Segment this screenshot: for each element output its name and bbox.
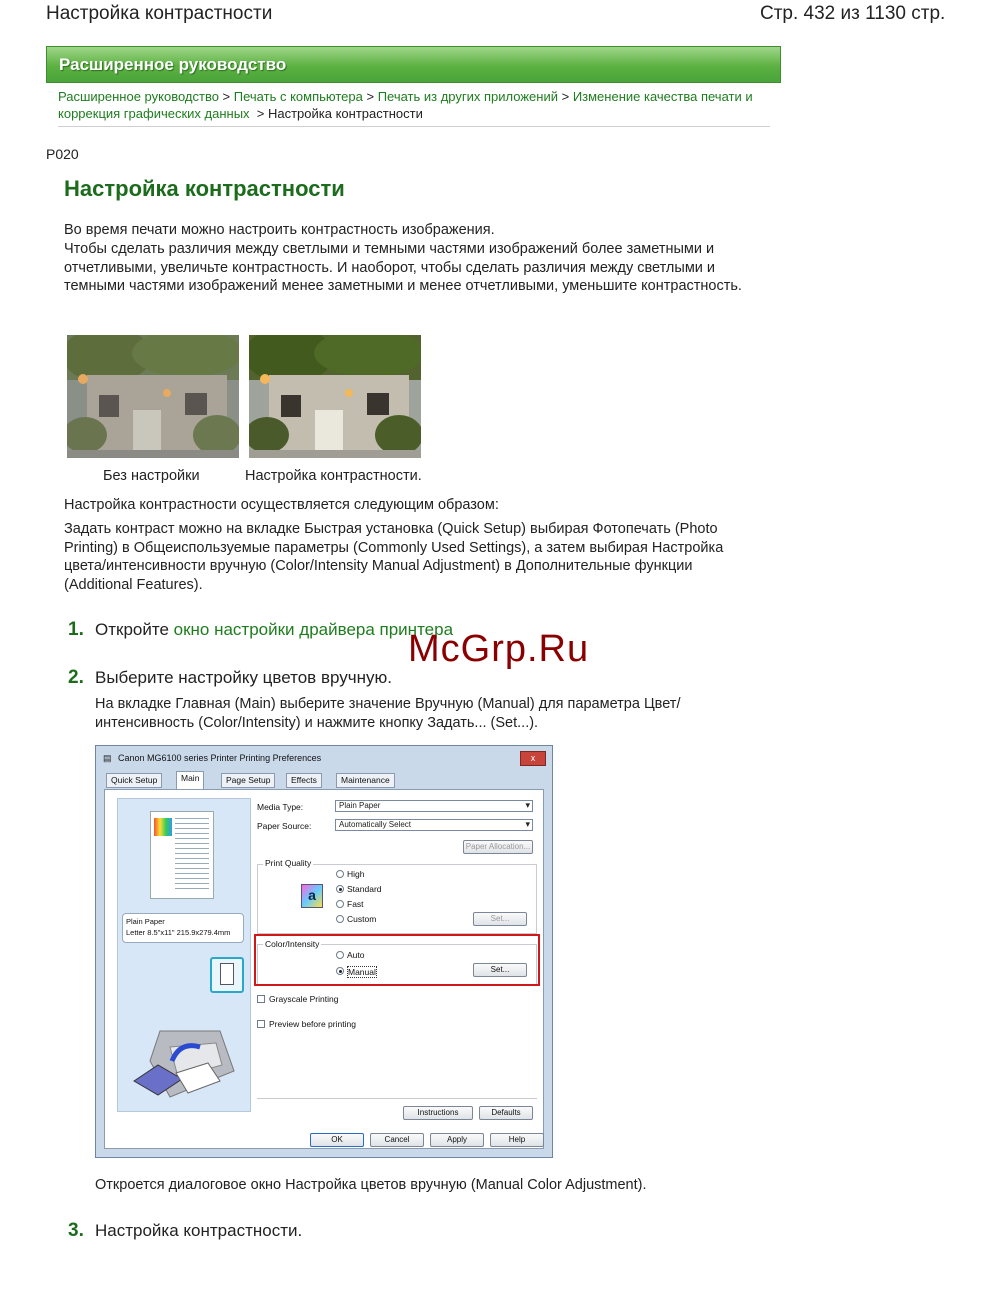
step-2-result: Откроется диалоговое окно Настройка цветов вручную (Manual Color Adjustment).: [95, 1177, 647, 1193]
paper-source-select[interactable]: Automatically Select ▾: [335, 819, 533, 831]
step-number-3: 3.: [68, 1220, 84, 1241]
quality-custom-radio[interactable]: [336, 915, 344, 923]
intro-paragraph: Чтобы сделать различия между светлыми и темными частями изображений более заметными и отчетливыми, увеличьте контрастность. И наоборот, чтобы сделать различия между светлыми и темными частями изображений менее заметными и менее отчетливыми, уменьшите контрастность.: [64, 241, 742, 294]
defaults-button[interactable]: Defaults: [479, 1106, 533, 1120]
driver-settings-link[interactable]: окно настройки драйвера принтера: [173, 620, 454, 639]
caption-adjusted: Настройка контрастности.: [245, 468, 422, 484]
step-1: [95, 620, 453, 640]
tab-page-setup[interactable]: Page Setup: [221, 773, 275, 788]
tab-maintenance[interactable]: Maintenance: [336, 773, 395, 788]
paper-allocation-button[interactable]: Paper Allocation...: [463, 840, 533, 854]
color-intensity-label: Color/Intensity: [265, 939, 320, 949]
paper-info-size: Letter 8.5"x11" 215.9x279.4mm: [126, 928, 231, 937]
breadcrumb-link-3[interactable]: Печать из других приложений: [377, 89, 558, 104]
preview-text-lines: [175, 818, 209, 890]
preview-checkbox[interactable]: [257, 1020, 265, 1028]
step-3-text: Настройка контрастности.: [95, 1221, 303, 1240]
step-number-2: 2.: [68, 667, 84, 688]
note-text: Задать контраст можно на вкладке Быстрая установка (Quick Setup) выбирая Фотопечать (Photo Printing) в Общеиспользуемые параметры (Commonly Used Settings), а затем выбирая Настройка цвета/интенсивности вручную (Color/Intensity Manual Adjustment) в Дополнительные функции (Additional Features).: [64, 521, 724, 593]
quality-standard-radio[interactable]: [336, 885, 344, 893]
quality-high-radio[interactable]: [336, 870, 344, 878]
media-type-select[interactable]: Plain Paper ▾: [335, 800, 533, 812]
instructions-button[interactable]: Instructions: [403, 1106, 473, 1120]
quality-set-button[interactable]: Set...: [473, 912, 527, 926]
grayscale-checkbox[interactable]: [257, 995, 265, 1003]
tab-main[interactable]: Main: [176, 771, 204, 789]
preview-image: [154, 818, 172, 836]
highlight-box: [254, 934, 540, 986]
dialog-title: Canon MG6100 series Printer Printing Preferences: [118, 753, 322, 763]
section-banner: [46, 46, 781, 83]
media-type-label: Media Type:: [257, 802, 304, 812]
color-manual-label: Manual: [348, 967, 376, 977]
breadcrumb-link-2[interactable]: Печать с компьютера: [233, 89, 363, 104]
print-quality-label: Print Quality: [265, 858, 312, 868]
orientation-icon: [210, 957, 244, 993]
step-number-1: 1.: [68, 619, 84, 640]
photo-original: [67, 335, 239, 458]
watermark: McGrp.Ru: [408, 628, 590, 670]
ok-button[interactable]: OK: [310, 1133, 364, 1147]
step-1-text: Откройте: [95, 620, 174, 639]
paper-info-type: Plain Paper: [126, 917, 165, 926]
apply-button[interactable]: Apply: [430, 1133, 484, 1147]
quality-fast-label: Fast: [347, 899, 364, 909]
help-button[interactable]: Help: [490, 1133, 544, 1147]
printer-illustration: [130, 1021, 240, 1103]
quality-high-label: High: [347, 869, 365, 879]
divider: [58, 126, 770, 127]
breadcrumb-current: Настройка контрастности: [267, 106, 423, 121]
intro-line: Во время печати можно настроить контрастность изображения.: [64, 222, 495, 238]
breadcrumb-link-1[interactable]: Расширенное руководство: [58, 89, 219, 104]
tab-effects[interactable]: Effects: [286, 773, 322, 788]
panel-divider: [257, 1098, 537, 1099]
step-2-detail: На вкладке Главная (Main) выберите значение Вручную (Manual) для параметра Цвет/интенсивность (Color/Intensity) и нажмите кнопку Задать... (Set...).: [95, 696, 681, 731]
breadcrumb: Расширенное руководство > Печать с компьютера > Печать из других приложений > Изменение качества печати и коррекция графических данных > Настройка контрастности: [58, 89, 753, 121]
cancel-button[interactable]: Cancel: [370, 1133, 424, 1147]
printer-preferences-dialog: [95, 745, 553, 1158]
color-set-button[interactable]: Set...: [473, 963, 527, 977]
document-id: P020: [46, 146, 79, 162]
quality-fast-radio[interactable]: [336, 900, 344, 908]
photo-adjusted: [249, 335, 421, 458]
quality-custom-label: Custom: [347, 914, 377, 924]
caption-original: Без настройки: [103, 468, 200, 484]
color-auto-label: Auto: [347, 950, 365, 960]
document-title: Настройка контрастности: [46, 3, 273, 24]
paper-info-box: [122, 913, 244, 943]
page-indicator: Стр. 432 из 1130 стр.: [760, 3, 946, 24]
quality-standard-label: Standard: [347, 884, 382, 894]
step-2-text: Выберите настройку цветов вручную.: [95, 668, 392, 687]
paper-source-label: Paper Source:: [257, 821, 312, 831]
banner-title: Расширенное руководство: [59, 55, 287, 74]
page-heading: Настройка контрастности: [64, 176, 345, 201]
tab-quick-setup[interactable]: Quick Setup: [106, 773, 162, 788]
howto-text: Настройка контрастности осуществляется следующим образом:: [64, 497, 499, 513]
breadcrumb-link-4[interactable]: Изменение качества печати и коррекция графических данных: [58, 89, 753, 121]
quality-icon: a: [301, 884, 323, 908]
close-button[interactable]: x: [520, 751, 546, 766]
page-preview: [150, 811, 214, 899]
preview-pane: [117, 798, 251, 1112]
grayscale-label: Grayscale Printing: [269, 994, 339, 1004]
preview-label: Preview before printing: [269, 1019, 356, 1029]
printer-icon: ▤: [103, 753, 112, 763]
